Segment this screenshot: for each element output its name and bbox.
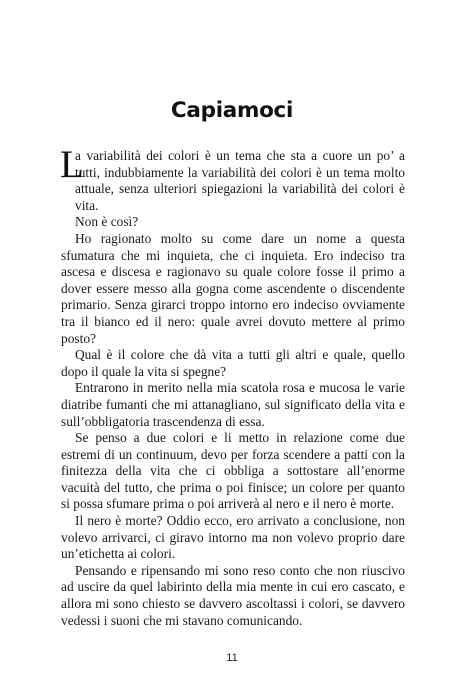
paragraph-4: Qual è il colore che dà vita a tutti gli altri e quale, quello dopo il quale la vita si spegne?: [61, 347, 405, 379]
paragraph-text: a variabilità dei colori è un tema che sta a cuore un po’ a tutti, indubbiamente la variabilità dei colori è un tema molto attuale, senza ulteriori spiegazioni la variabilità dei colori è vita.: [75, 148, 405, 213]
paragraph-3: Ho ragionato molto su come dare un nome a questa sfumatura che mi inquieta, che ci inquieta. Ero indeciso tra ascesa e discesa e ragionavo su quale colore fosse il primo a dover essere messo alla gogna come ascendente o discendente primario. Senza girarci troppo intorno ero indeciso ovviamente tra il bianco ed il nero: quale avrei dovuto mettere al primo posto?: [61, 230, 405, 346]
paragraph-5: Entrarono in merito nella mia scatola rosa e mucosa le varie diatribe fumanti che mi attanagliano, sul significato della vita e sull’obbligatoria trascendenza di essa.: [61, 380, 405, 429]
paragraph-2: Non è così?: [75, 214, 139, 230]
chapter-body: [60, 143, 405, 629]
paragraph-6: Se penso a due colori e li metto in relazione come due estremi di un continuum, devo per forza scendere a patti con la finitezza della vita che ci obbliga a sottostare all’enorme vacuità del tutto, che prima o poi finisce; un colore per quanto si possa sfumare prima o poi arriverà al nero e il nero è morte.: [61, 430, 405, 512]
page-number: 11: [226, 652, 238, 664]
paragraph-7: Il nero è morte? Oddio ecco, ero arrivato a conclusione, non volevo arrivarci, ci giravo intorno ma non volevo proprio dare un’etichetta ai colori.: [61, 513, 405, 562]
drop-cap: L: [60, 143, 84, 186]
paragraph-1: [60, 143, 405, 214]
paragraph-8: Pensando e ripensando mi sono reso conto che non riuscivo ad uscire da quel labirinto della mia mente in cui ero cascato, e allora mi sono chiesto se davvero ascoltassi i colori, se davvero vedessi i suoni che mi stavano comunicando.: [61, 562, 405, 628]
chapter-title: Capiamoci: [170, 98, 294, 123]
